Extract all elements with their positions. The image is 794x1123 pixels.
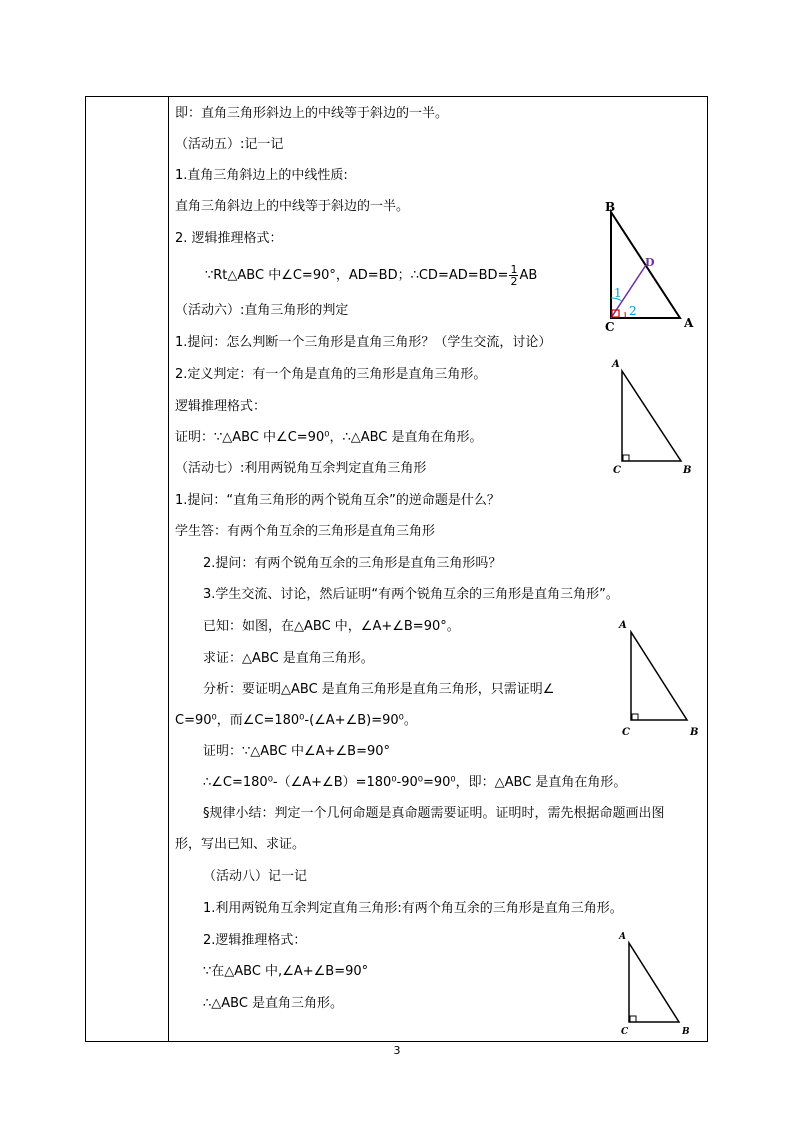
text-line: 2.定义判定：有一个角是直角的三角形是直角三角形。 (175, 367, 487, 382)
text-line: 3.学生交流、讨论，然后证明“有两个锐角互余的三角形是直角三角形”。 (203, 587, 619, 602)
point-label-d: D (645, 256, 655, 269)
text-line: 1.利用两锐角互余判定直角三角形:有两个角互余的三角形是直角三角形。 (203, 901, 623, 916)
text-line: 1.直角三角斜边上的中线性质: (175, 168, 348, 183)
section-heading: （活动八）记一记 (203, 869, 308, 884)
text-line: ∵在△ABC 中,∠A+∠B=90° (203, 964, 369, 979)
text-line: 2.逻辑推理格式： (203, 933, 307, 948)
right-angle-mark (630, 1016, 636, 1022)
text-line: 学生答：有两个角互余的三角形是直角三角形 (175, 524, 436, 539)
vertex-label-a: A (684, 316, 694, 330)
text-line: 直角三角斜边上的中线等于斜边的一半。 (175, 199, 410, 214)
right-angle-mark (632, 714, 638, 720)
right-triangle-figure (610, 612, 705, 742)
angle-label-1: 1 (614, 286, 622, 300)
vertex-label-c: C (605, 320, 615, 334)
vertex-label-b: B (682, 1027, 690, 1037)
formula-text: AB (519, 268, 538, 283)
angle-label-2: 2 (629, 304, 637, 318)
triangle-abc (631, 632, 687, 720)
section-heading: （活动六）:直角三角形的判定 (175, 303, 349, 318)
right-triangle-figure (605, 355, 695, 480)
text-line: 形，写出已知、求证。 (175, 837, 306, 852)
fraction-denominator: 2 (510, 275, 518, 288)
vertex-label-a: A (612, 359, 620, 370)
text-line: 即：直角三角形斜边上的中线等于斜边的一半。 (175, 106, 449, 121)
fraction (509, 264, 518, 287)
text-line: ∴∠C=180⁰-（∠A+∠B）=180⁰-90⁰=90⁰，即：△ABC 是直角在角形。 (203, 775, 627, 790)
text-line: 2. 逻辑推理格式： (175, 231, 283, 246)
text-line: C=90⁰，而∠C=180⁰-(∠A+∠B)=90⁰。 (175, 713, 417, 728)
text-line: ∴△ABC 是直角三角形。 (203, 996, 344, 1011)
right-angle-mark (623, 455, 629, 461)
text-line: 1.提问：怎么判断一个三角形是直角三角形？（学生交流，讨论） (175, 335, 552, 350)
right-triangle-figure (610, 925, 700, 1040)
text-line: 分析：要证明△ABC 是直角三角形是直角三角形，只需证明∠ (203, 682, 555, 697)
vertex-label-c: C (621, 1027, 629, 1037)
text-line: §规律小结：判定一个几何命题是真命题需要证明。证明时，需先根据命题画出图 (203, 806, 665, 821)
text-line: 2.提问：有两个锐角互余的三角形是直角三角形吗？ (203, 556, 502, 571)
fraction-numerator: 1 (510, 263, 518, 276)
vertex-label-b: B (605, 200, 616, 214)
section-heading: （活动七）:利用两锐角互余判定直角三角形 (175, 461, 427, 476)
triangle-abc (629, 943, 679, 1022)
text-line: 逻辑推理格式： (175, 399, 267, 414)
formula-line (205, 264, 537, 287)
text-line: 证明：∵△ABC 中∠C=90⁰，∴△ABC 是直角在角形。 (175, 430, 483, 445)
text-line: 1.提问：“直角三角形的两个锐角互余”的逆命题是什么？ (175, 493, 500, 508)
triangle-median-figure (600, 195, 705, 335)
text-line: 已知：如图，在△ABC 中，∠A+∠B=90°。 (203, 619, 460, 634)
triangle-abc (622, 371, 681, 461)
vertex-label-a: A (619, 620, 627, 631)
vertex-label-a: A (619, 932, 626, 942)
vertex-label-c: C (613, 465, 621, 476)
text-line: 证明：∵△ABC 中∠A+∠B=90° (203, 744, 391, 759)
vertex-label-b: B (690, 727, 699, 738)
vertex-label-c: C (622, 727, 630, 738)
table-column-divider (168, 96, 169, 1042)
formula-text: ∵Rt△ABC 中∠C=90°，AD=BD；∴CD=AD=BD= (205, 268, 509, 283)
text-line: 求证：△ABC 是直角三角形。 (203, 651, 374, 666)
vertex-label-b: B (683, 465, 692, 476)
page-number: 3 (393, 1044, 401, 1057)
section-heading: （活动五）:记一记 (175, 137, 284, 152)
